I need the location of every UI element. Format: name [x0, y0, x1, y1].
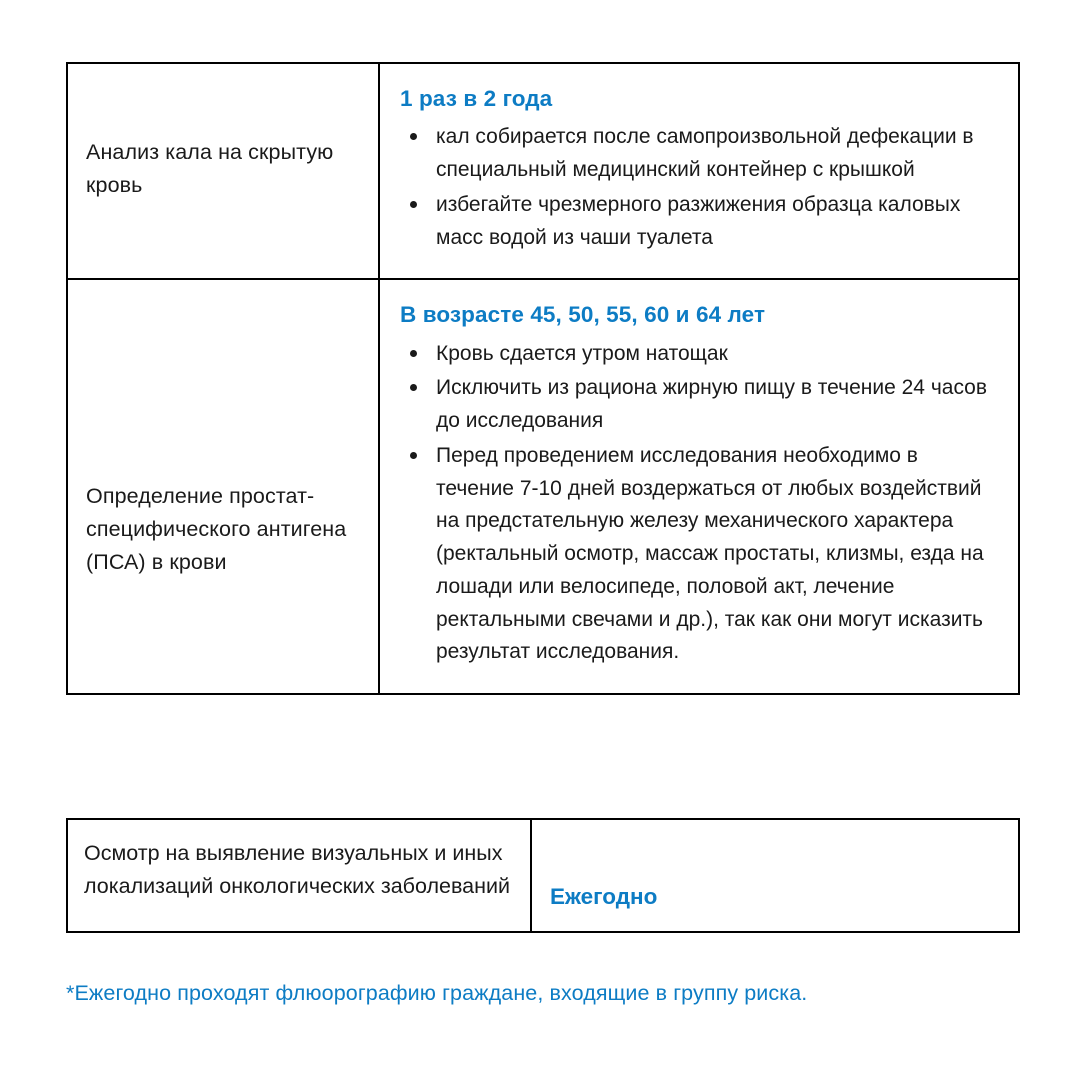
list-item-text: избегайте чрезмерного разжижения образца каловых масс водой из чаши туалета — [436, 192, 961, 249]
exam-details-cell — [379, 279, 1019, 694]
exam-name-cell — [67, 819, 531, 932]
list-item — [400, 440, 1000, 669]
screening-secondary-table — [66, 818, 1020, 933]
list-item-text: Исключить из рациона жирную пищу в течение 24 часов до исследования — [436, 376, 988, 432]
exam-instructions-list — [400, 338, 1000, 670]
exam-frequency-heading: 1 раз в 2 года — [400, 86, 553, 111]
list-item-text: Кровь сдается утром натощак — [436, 341, 728, 365]
exam-name-cell — [67, 63, 379, 279]
exam-frequency-cell — [531, 819, 1019, 932]
exam-frequency-heading: Ежегодно — [550, 884, 658, 909]
table-row — [67, 279, 1019, 694]
list-item — [400, 372, 1000, 438]
exam-name-text: Определение простат-специфического антигена (ПСА) в крови — [86, 484, 347, 574]
list-item — [400, 189, 1000, 255]
exam-instructions-list — [400, 121, 1000, 254]
table-row — [67, 63, 1019, 279]
exam-frequency-heading: В возрасте 45, 50, 55, 60 и 64 лет — [400, 302, 766, 328]
exam-details-cell — [379, 63, 1019, 279]
bullet-dot-icon — [410, 133, 417, 140]
exam-name-text: Осмотр на выявление визуальных и иных локализаций онкологических заболеваний — [84, 841, 511, 899]
list-item — [400, 121, 1000, 187]
bullet-dot-icon — [410, 350, 417, 357]
table-row — [67, 819, 1019, 932]
bullet-dot-icon — [410, 384, 417, 391]
footnote-text: *Ежегодно проходят флюорографию граждане, входящие в группу риска. — [66, 981, 808, 1005]
bullet-dot-icon — [410, 201, 417, 208]
bullet-dot-icon — [410, 452, 417, 459]
list-item-text: кал собирается после самопроизвольной дефекации в специальный медицинский контейнер с крышкой — [436, 125, 974, 181]
exam-name-text: Анализ кала на скрытую кровь — [86, 140, 334, 197]
list-item — [400, 338, 1000, 371]
exam-name-cell — [67, 279, 379, 694]
list-item-text: Перед проведением исследования необходимо в течение 7-10 дней воздержаться от любых воздействий на предстательную железу механического характера (ректальный осмотр, массаж простаты, клизмы, езда на лошади или велосипеде, половой акт, лечение ректальными свечами и др.), так как они могут исказить результат исследования. — [436, 443, 984, 664]
screening-main-table — [66, 62, 1020, 695]
